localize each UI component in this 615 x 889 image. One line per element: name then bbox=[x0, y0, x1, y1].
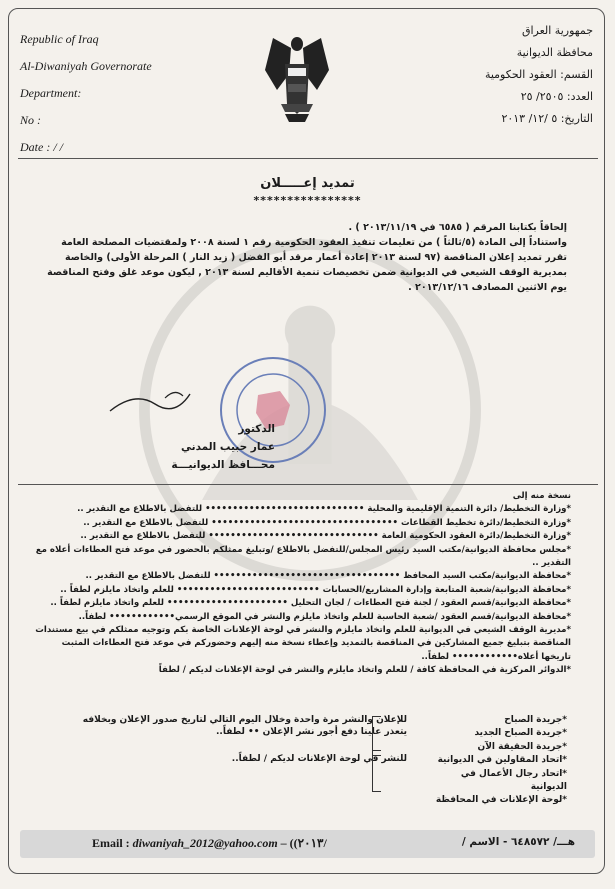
list-item: *جريدة الصباح bbox=[504, 715, 567, 725]
list-item: *محافظة الديوانية/قسم العقود / لجنة فتح العطاءات / لجان التحليل •••••••••••••••••••••• للعلم واتخاذ مايلزم لطفاً .. bbox=[50, 598, 571, 609]
governorate-name-ar: محافظة الديوانية bbox=[516, 46, 593, 59]
list-item: *الدوائر المركزية في المحافظة كافة / للعلم واتخاذ مايلزم والنشر في لوحة الإعلانات لديكم / لطفاً bbox=[158, 665, 571, 676]
signer-position: محـــافظ الديوانيـــة bbox=[171, 459, 275, 471]
press-list bbox=[427, 714, 567, 808]
country-name-ar: جمهورية العراق bbox=[521, 24, 593, 37]
handwritten-signature-icon bbox=[105, 386, 195, 416]
signer-title: الدكتور bbox=[238, 423, 275, 435]
cc-heading: نسخة منه إلى bbox=[512, 491, 571, 501]
list-item: *اتحاد المقاولين في الديوانية bbox=[437, 755, 567, 766]
document-body bbox=[47, 220, 567, 295]
footer-bar bbox=[20, 830, 595, 858]
press-note-boards: للنشر في لوحة الإعلانات لديكم / لطفاً.. bbox=[231, 754, 407, 764]
email-label: Email : bbox=[92, 836, 130, 850]
list-item: *مجلس محافظة الديوانية/مكتب السيد رئيس المجلس/للتفضل بالاطلاع /وتبليغ ممثلكم بالحضور في موعد فتح العطاءات أعلاه مع التقدير .. bbox=[35, 544, 571, 569]
number-label-ar: العدد: ٢٥٠٥/ ٢٥ bbox=[520, 90, 593, 103]
date-label-en: Date : / / bbox=[20, 140, 63, 154]
country-name-en: Republic of Iraq bbox=[20, 32, 99, 46]
department-label-ar: القسم: العقود الحكومية bbox=[484, 68, 593, 81]
email-value[interactable]: diwaniyah_2012@yahoo.com bbox=[132, 836, 278, 850]
date-label-ar: التاريخ: ٥ /١٢/ ٢٠١٣ bbox=[501, 112, 593, 125]
list-item: *اتحاد رجال الأعمال في الديوانية bbox=[460, 768, 567, 793]
body-paragraph-1: إلحاقاً بكتابنا المرقم ( ٦٥٨٥ في ٢٠١٣/١١/١٩ ) . bbox=[348, 222, 567, 233]
number-label-en: No : bbox=[20, 113, 41, 127]
department-label-en: Department: bbox=[20, 86, 82, 100]
header-arabic bbox=[423, 20, 593, 130]
body-paragraph-2: واستناداً إلى المادة (٥/ثالثاً ) من تعليمات تنفيذ العقود الحكومية رقم ١ لسنة ٢٠٠٨ ولمقتضيات المصلحة العامة تقرر تمديد إعلان المناقصة (٩٧ لسنة ٢٠١٣ إعادة أعمار مرقد أبو الفضل ( زيد النار ) المرحلة الأولى) والخاصة بمديرية الوقف الشيعي في الديوانية ضمن تخصيصات تنمية الأقاليم لسنة ٢٠١٣ , ليكون موعد غلق وفتح المناقصة يوم الاثنين المصادف ٢٠١٣/١٢/١٦ . bbox=[47, 237, 567, 293]
list-item: *محافظة الديوانية/قسم العقود /شعبة الحاسبة للعلم واتخاذ مايلزم والنشر في الموقع الرسمي•••••••••••• لطفاً.. bbox=[78, 611, 571, 622]
press-distribution bbox=[47, 714, 567, 804]
email-tail: – ((٢٠١٣/ bbox=[280, 836, 327, 850]
list-item: *مديرية الوقف الشيعي في الديوانية للعلم واتخاذ مايلزم والنشر في لوحة الإعلانات الخاصة بكم وتوجيه ممثلكم في بيع مستندات المناقصة بتبليغ جميع المشاركين في المناقصة بالتمديد وإعطاء نسخة منه إليهم وحضوركم في موعد فتح العطاءات المثبت تاريخها أعلاه•••••••••••• لطفاً.. bbox=[35, 625, 571, 662]
list-item: *وزارة التخطيط/دائرة العقود الحكومية العامة ••••••••••••••••••••••••••••••• للتفضل بالاطلاع مع التقدير .. bbox=[80, 531, 571, 542]
press-note-newspapers: للإعلان والنشر مرة واحدة وخلال اليوم التالي لتاريخ صدور الإعلان وبخلافه يتعذر علينا دفع أجور نشر الإعلان •• لطفاً.. bbox=[82, 715, 407, 737]
signature-block bbox=[105, 420, 275, 474]
footer-email bbox=[92, 836, 327, 851]
signer-name: عمار حبيب المدني bbox=[181, 441, 275, 453]
bracket-boards bbox=[372, 750, 381, 792]
list-item: *جريدة الصباح الجديد bbox=[474, 728, 567, 739]
list-item: *جريدة الحقيقة الآن bbox=[477, 741, 567, 752]
list-item: *وزارة التخطيط/دائرة تخطيط القطاعات •••••••••••••••••••••••••••••••••• للتفضل بالاطلاع مع التقدير .. bbox=[83, 517, 571, 528]
cc-list bbox=[31, 490, 571, 678]
list-item: *محافظة الديوانية/شعبة المتابعة وإدارة المشاريع/الحسابات •••••••••••••••••••••••••• للعلم واتخاذ مايلزم لطفاً .. bbox=[60, 584, 571, 595]
body-divider bbox=[18, 484, 598, 485]
list-item: *محافظة الديوانية/مكتب السيد المحافظ •••••••••••••••••••••••••••••••••• للتفضل بالاطلاع مع التقدير .. bbox=[85, 571, 571, 582]
iraq-emblem bbox=[263, 30, 331, 135]
header-divider bbox=[18, 158, 598, 159]
list-item: *وزارة التخطيط/ دائرة التنمية الإقليمية والمحلية ••••••••••••••••••••••••••••• للتفضل بالاطلاع مع التقدير .. bbox=[77, 504, 571, 515]
list-item: *لوحة الإعلانات في المحافظة bbox=[435, 795, 567, 806]
title-stars: **************** bbox=[253, 194, 362, 207]
governorate-name-en: Al-Diwaniyah Governorate bbox=[20, 59, 152, 73]
document-title: تمديد إعـــــلان bbox=[260, 176, 355, 191]
eagle-icon bbox=[263, 30, 331, 135]
header-english bbox=[20, 26, 210, 161]
footer-reference: هـــ/ ٦٤٨٥٧٢ - الاسم / bbox=[461, 836, 575, 848]
